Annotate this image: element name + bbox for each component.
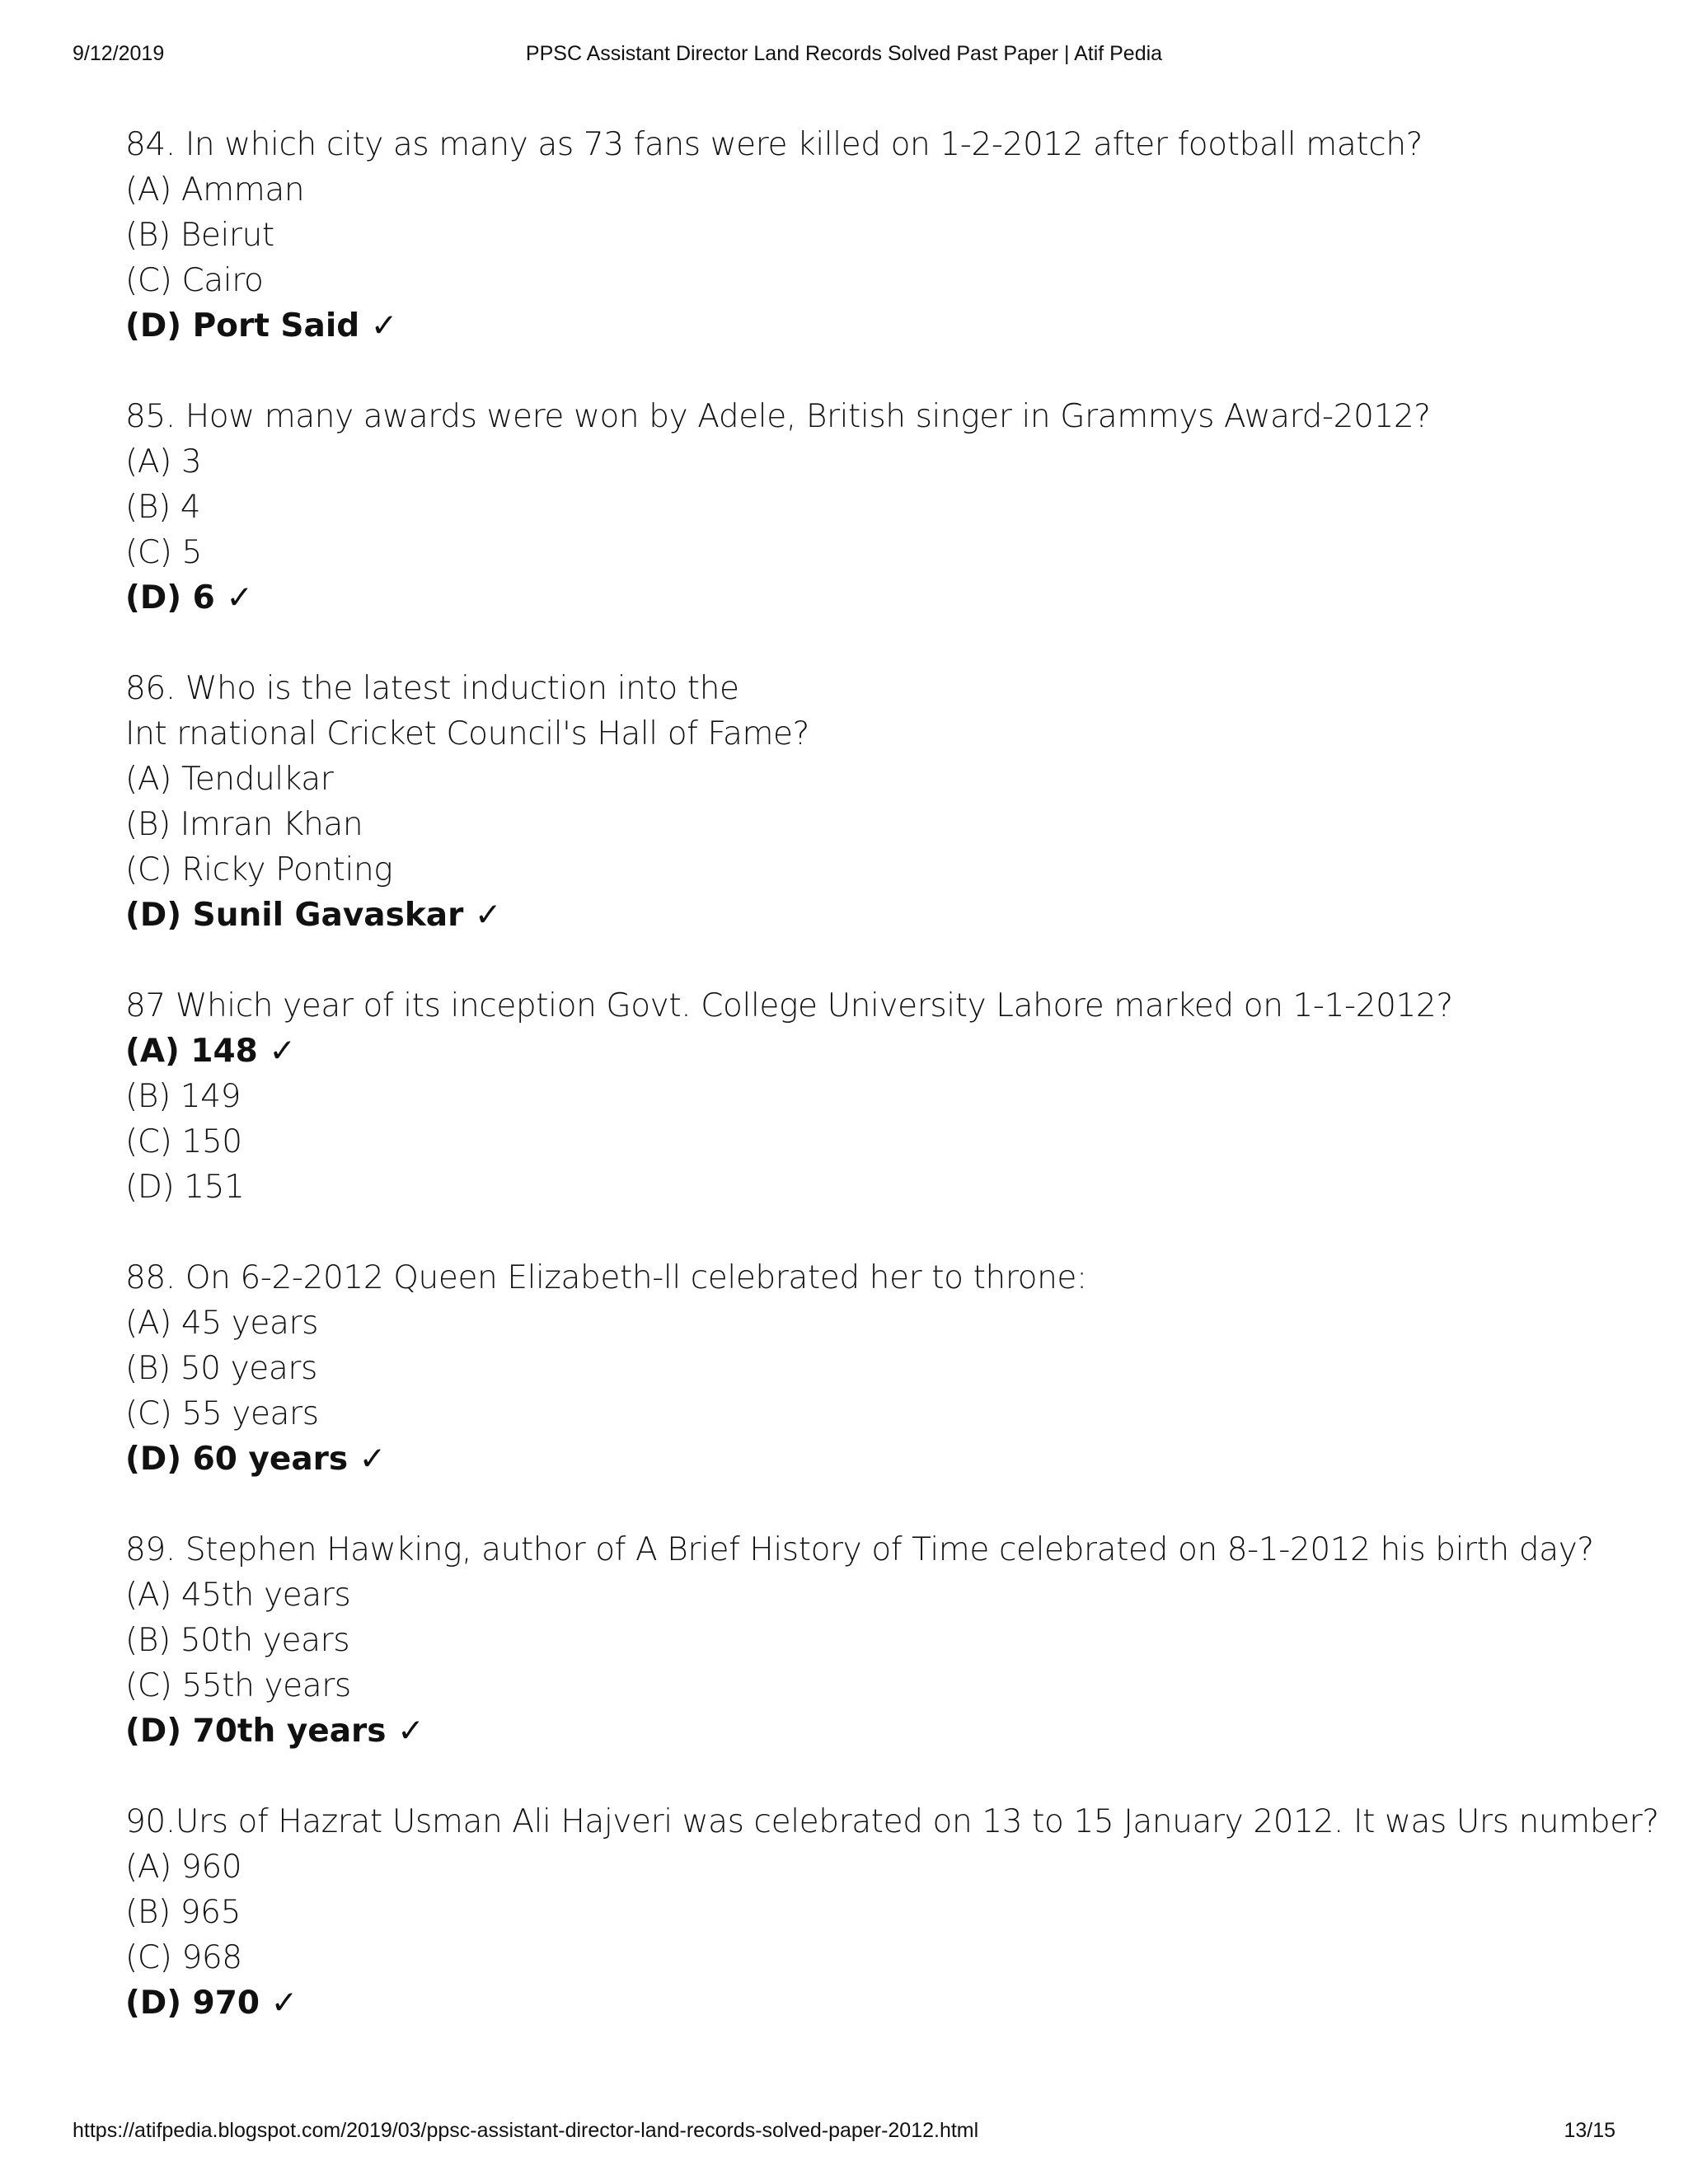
answer-option-correct: (D) 970 ✓ xyxy=(125,1985,298,2022)
answer-option: (A) 45th years xyxy=(125,1577,351,1614)
question-block xyxy=(125,394,1609,621)
answer-option: (C) 150 xyxy=(125,1123,242,1160)
answer-option: (B) Imran Khan xyxy=(125,806,363,843)
question-list xyxy=(125,122,1659,2071)
answer-option: (B) Beirut xyxy=(125,217,274,254)
question-block xyxy=(125,1527,1609,1754)
question-text: 90.Urs of Hazrat Usman Ali Hajveri was celebrated on 13 to 15 January 2012. It was Urs number? xyxy=(125,1803,1659,1840)
header-title: PPSC Assistant Director Land Records Solved Past Paper | Atif Pedia xyxy=(525,42,1163,65)
answer-option: (C) 55th years xyxy=(125,1667,351,1704)
question-text: Int rnational Cricket Council's Hall of Fame? xyxy=(125,715,809,752)
answer-option-correct: (D) 70th years ✓ xyxy=(125,1713,424,1750)
question-text: 86. Who is the latest induction into the xyxy=(125,670,739,707)
answer-option: (C) 55 years xyxy=(125,1395,319,1432)
answer-option: (C) Ricky Ponting xyxy=(125,851,393,888)
answer-option-correct: (A) 148 ✓ xyxy=(125,1033,297,1070)
answer-option: (B) 965 xyxy=(125,1894,241,1931)
answer-option: (A) Tendulkar xyxy=(125,761,334,798)
answer-option: (C) 968 xyxy=(125,1939,242,1976)
answer-option-correct: (D) Port Said ✓ xyxy=(125,307,398,344)
answer-option-correct: (D) Sunil Gavaskar ✓ xyxy=(125,897,502,934)
question-text: 84. In which city as many as 73 fans were killed on 1-2-2012 after football match? xyxy=(125,126,1423,163)
answer-option: (A) 45 years xyxy=(125,1305,319,1342)
footer-url: https://atifpedia.blogspot.com/2019/03/ppsc-assistant-director-land-records-solved-paper-2012.html xyxy=(73,2119,979,2142)
question-block xyxy=(125,1255,1609,1482)
answer-option-correct: (D) 60 years ✓ xyxy=(125,1441,387,1478)
question-text: 88. On 6-2-2012 Queen Elizabeth-ll celebrated her to throne: xyxy=(125,1259,1087,1296)
answer-option: (B) 4 xyxy=(125,489,201,526)
question-block xyxy=(125,1799,1659,2026)
question-block xyxy=(125,122,1609,349)
answer-option: (B) 149 xyxy=(125,1078,241,1115)
answer-option: (A) 960 xyxy=(125,1849,242,1886)
answer-option: (D) 151 xyxy=(125,1169,245,1206)
answer-option: (B) 50th years xyxy=(125,1622,350,1659)
answer-option: (B) 50 years xyxy=(125,1350,317,1387)
answer-option-correct: (D) 6 ✓ xyxy=(125,579,253,616)
answer-option: (A) 3 xyxy=(125,443,202,480)
page-number: 13/15 xyxy=(1564,2119,1615,2142)
question-text: 85. How many awards were won by Adele, British singer in Grammys Award-2012? xyxy=(125,398,1431,435)
answer-option: (A) Amman xyxy=(125,171,305,209)
question-block xyxy=(125,666,1609,938)
answer-option: (C) 5 xyxy=(125,534,202,571)
question-block xyxy=(125,983,1609,1210)
question-text: 87 Which year of its inception Govt. College University Lahore marked on 1-1-2012? xyxy=(125,987,1453,1024)
answer-option: (C) Cairo xyxy=(125,262,264,299)
question-text: 89. Stephen Hawking, author of A Brief History of Time celebrated on 8-1-2012 his birth day? xyxy=(125,1531,1594,1568)
header-date: 9/12/2019 xyxy=(73,42,165,65)
